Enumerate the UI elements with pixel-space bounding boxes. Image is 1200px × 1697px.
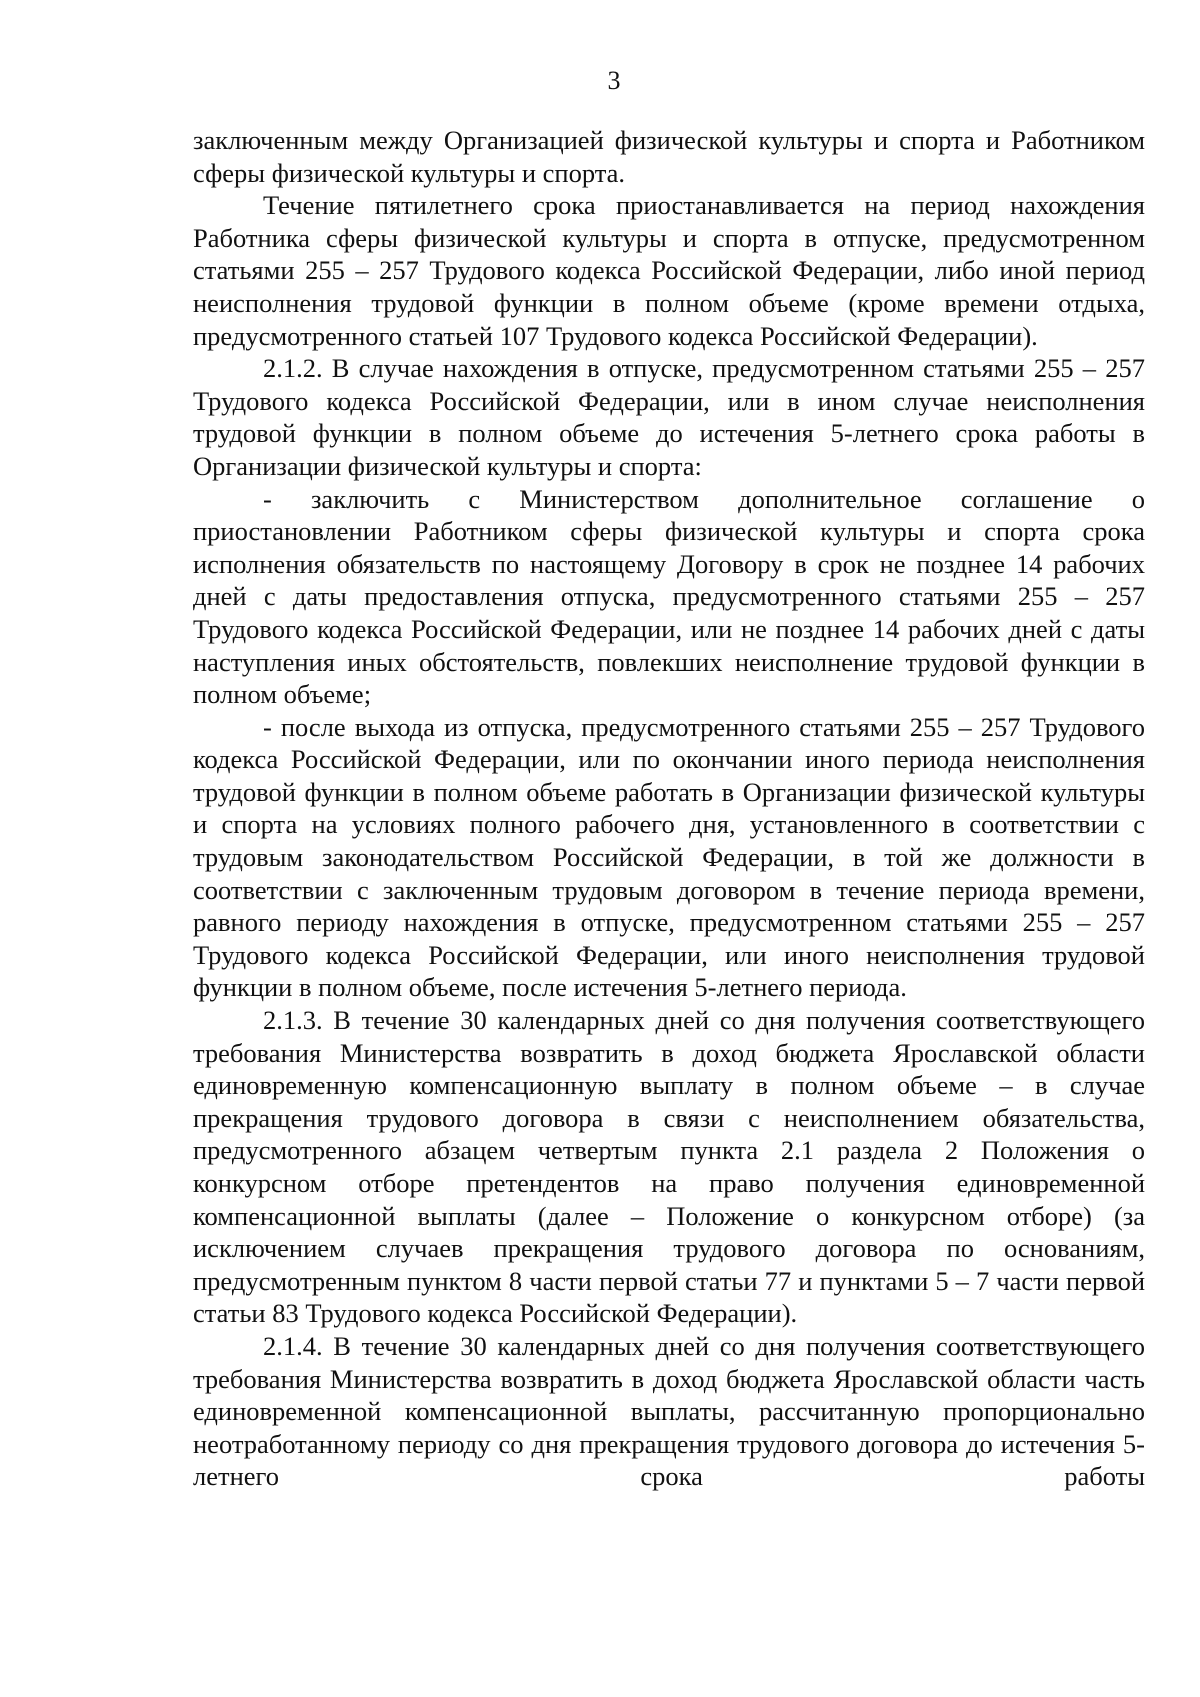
paragraph-2-1-3: 2.1.3. В течение 30 календарных дней со дня получения соответствующего требования Министерства возвратить в доход бюджета Ярославской области единовременную компенсационную выплату в полном объеме – в случае прекращения трудового договора в связи с неисполнением обязательства, предусмотренного абзацем четвертым пункта 2.1 раздела 2 Положения о конкурсном отборе претендентов на право получения единовременной компенсационной выплаты (далее – Положение о конкурсном отборе) (за исключением случаев прекращения трудового договора по основаниям, предусмотренным пунктом 8 части первой статьи 77 и пунктами 5 – 7 части первой статьи 83 Трудового кодекса Российской Федерации). bbox=[193, 1005, 1145, 1329]
paragraph-five-year-term-suspension: Течение пятилетнего срока приостанавливается на период нахождения Работника сферы физической культуры и спорта в отпуске, предусмотренном статьями 255 – 257 Трудового кодекса Российской Федерации, либо иной период неисполнения трудовой функции в полном объеме (кроме времени отдыха, предусмотренного статьей 107 Трудового кодекса Российской Федерации). bbox=[193, 190, 1145, 351]
paragraph-bullet-additional-agreement: - заключить с Министерством дополнительное соглашение о приостановлении Работником сферы физической культуры и спорта срока исполнения обязательств по настоящему Договору в срок не позднее 14 рабочих дней с даты предоставления отпуска, предусмотренного статьями 255 – 257 Трудового кодекса Российской Федерации, или не позднее 14 рабочих дней с даты наступления иных обстоятельств, повлекших неисполнение трудовой функции в полном объеме; bbox=[193, 483, 1145, 710]
document-body bbox=[193, 124, 1145, 1493]
page-number: 3 bbox=[607, 66, 621, 95]
paragraph-2-1-4: 2.1.4. В течение 30 календарных дней со дня получения соответствующего требования Министерства возвратить в доход бюджета Ярославской области часть единовременной компенсационной выплаты, рассчитанную пропорционально неотработанному периоду со дня прекращения трудового договора до истечения 5-летнего срока работы bbox=[193, 1330, 1145, 1492]
paragraph-continuation: заключенным между Организацией физической культуры и спорта и Работником сферы физической культуры и спорта. bbox=[193, 125, 1145, 188]
paragraph-2-1-2: 2.1.2. В случае нахождения в отпуске, предусмотренном статьями 255 – 257 Трудового кодекса Российской Федерации, или в ином случае неисполнения трудовой функции в полном объеме до истечения 5-летнего срока работы в Организации физической культуры и спорта: bbox=[193, 353, 1145, 481]
paragraph-bullet-after-leave: - после выхода из отпуска, предусмотренного статьями 255 – 257 Трудового кодекса Российской Федерации, или по окончании иного периода неисполнения трудовой функции в полном объеме работать в Организации физической культуры и спорта на условиях полного рабочего дня, установленного в соответствии с трудовым законодательством Российской Федерации, в той же должности в соответствии с заключенным трудовым договором в течение периода времени, равного периоду нахождения в отпуске, предусмотренном статьями 255 – 257 Трудового кодекса Российской Федерации, или иного неисполнения трудовой функции в полном объеме, после истечения 5-летнего периода. bbox=[193, 711, 1145, 1003]
